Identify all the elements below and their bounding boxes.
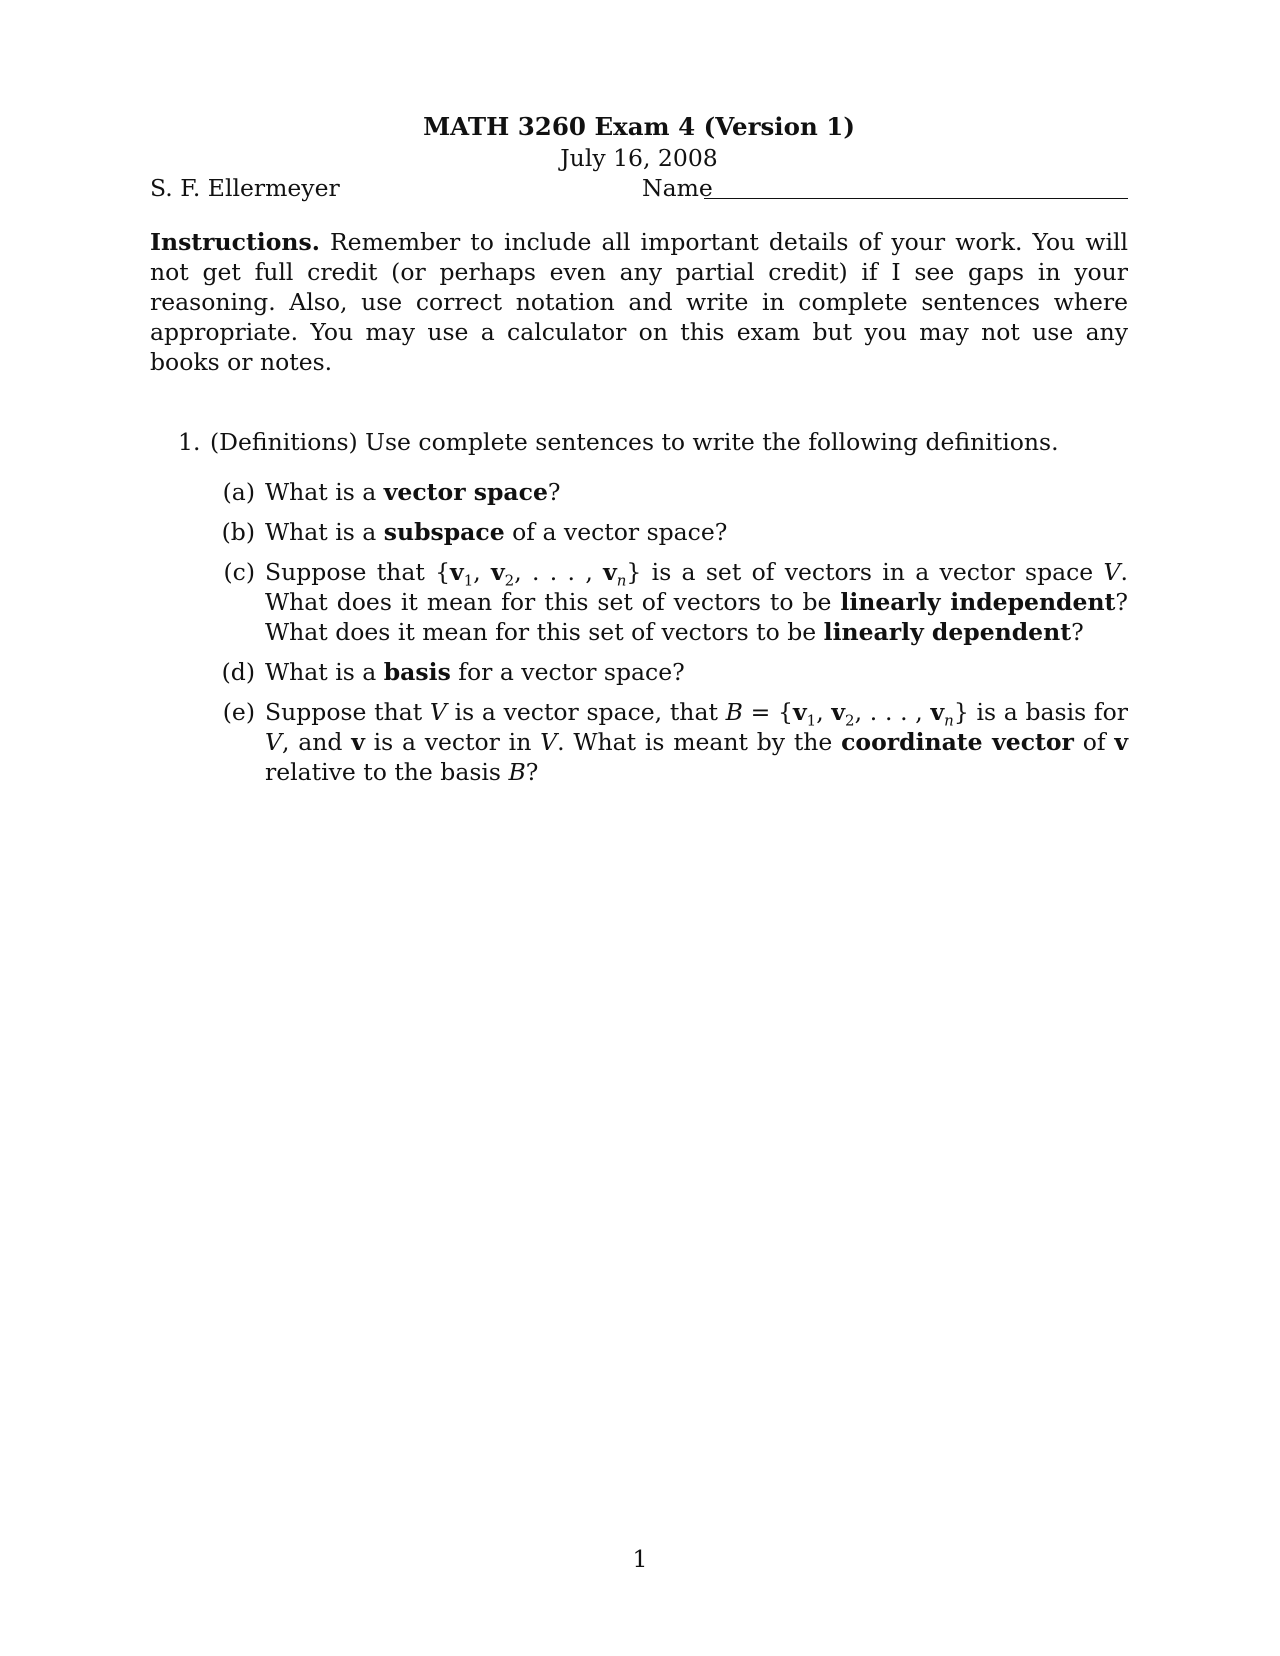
- vector-set: {$v_1$, $v_2$, . . . , $v_n$}: [435, 558, 642, 590]
- term-linearly-independent: linearly independent: [840, 588, 1116, 616]
- var-V: V: [265, 728, 282, 756]
- part-c: (c) Suppose that {$v_1$, $v_2$, . . . , $v_n$} is a set of vectors in a vector space V. What does it mean for this set of vectors to be linearly independent? What does it mean for this set of vectors to be linearly dependent?: [210, 557, 1128, 647]
- part-label: (b): [221, 518, 255, 546]
- part-b: (b) What is a subspace of a vector space?: [210, 517, 1128, 547]
- page-number: 1: [632, 1545, 648, 1573]
- part-label: (a): [222, 478, 255, 506]
- part-label: (e): [222, 698, 255, 726]
- term-linearly-dependent: linearly dependent: [823, 618, 1072, 646]
- exam-page: [150, 112, 1128, 797]
- part-a: (a) What is a vector space?: [210, 477, 1128, 507]
- vec-v: v: [1114, 728, 1128, 756]
- instructions-text: Remember to include all important details of your work. You will not get full credit (or perhaps even any partial credit) if I see gaps in your reasoning. Also, use correct notation and write in complete sentences where appropriate. You may use a calculator on this exam but you may not use any books or notes.: [150, 228, 1128, 376]
- exam-title: MATH 3260 Exam 4 (Version 1): [423, 112, 855, 141]
- author-name-line: [150, 173, 1128, 205]
- var-V: V: [429, 698, 447, 726]
- term-vector-space: vector space: [383, 478, 548, 506]
- basis-equation: $B = \{v_1$, $v_2$, . . . , $v_n$}: [725, 698, 969, 730]
- part-label: (d): [221, 658, 255, 686]
- name-blank-line: [704, 198, 1128, 199]
- author: S. F. Ellermeyer: [150, 174, 340, 202]
- var-V: V: [1103, 558, 1121, 586]
- problem-1: [150, 427, 1128, 787]
- var-V: V: [540, 728, 558, 756]
- instructions-label: Instructions.: [150, 228, 320, 256]
- term-coordinate-vector: coordinate vector: [841, 728, 1074, 756]
- exam-date: July 16, 2008: [560, 144, 718, 172]
- problem-parts: [210, 477, 1128, 787]
- part-e: (e) Suppose that V is a vector space, that $B = \{v_1$, $v_2$, . . . , $v_n$} is a basis for V, and v is a vector in V. What is meant by the coordinate vector of v relative to the basis B?: [210, 697, 1128, 787]
- problem-intro: (Definitions) Use complete sentences to write the following definitions.: [210, 428, 1059, 456]
- var-B: B: [508, 758, 526, 786]
- vec-v: v: [351, 728, 365, 756]
- name-label: Name: [642, 174, 713, 202]
- term-subspace: subspace: [383, 518, 505, 546]
- problem-number: 1.: [178, 428, 201, 456]
- instructions: [150, 227, 1128, 377]
- part-d: (d) What is a basis for a vector space?: [210, 657, 1128, 687]
- part-label: (c): [223, 558, 255, 586]
- term-basis: basis: [383, 658, 451, 686]
